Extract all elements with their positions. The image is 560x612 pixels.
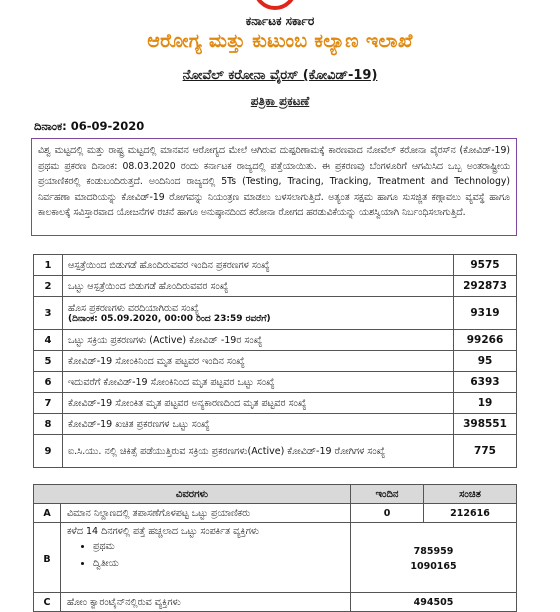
- column-header-today: ಇಂದಿನ: [351, 485, 424, 504]
- row-label: ಐ.ಸಿ.ಯು. ನಲ್ಲಿ ಚಿಕಿತ್ಸೆ ಪಡೆಯುತ್ತಿರುವ ಸಕ್ರಿಯ ಪ್ರಕರಣಗಳು(Active) ಕೋವಿಡ್-19 ರೋಗಿಗಳ ಸಂಖ್ಯೆ: [63, 435, 454, 468]
- row-label-cell: [61, 523, 351, 593]
- row-letter: C: [34, 593, 61, 612]
- row-label: ಹೊಸ ಪ್ರಕರಣಗಳು ವರದಿಯಾಗಿರುವ ಸಂಖ್ಯೆ: [68, 302, 199, 314]
- row-number: 7: [34, 393, 63, 414]
- table-row: [34, 593, 517, 612]
- table-row: [34, 351, 517, 372]
- row-today-value: 0: [351, 504, 424, 523]
- statistics-table: [33, 254, 517, 468]
- table-row: [34, 297, 517, 330]
- row-value: 9319: [454, 297, 517, 330]
- secondary-contacts-value: 1090165: [410, 561, 457, 572]
- primary-contacts-value: 785959: [413, 546, 454, 557]
- row-label: ಒಟ್ಟು ಸಕ್ರಿಯ ಪ್ರಕರಣಗಳು (Active) ಕೋವಿಡ್ -19ರ ಸಂಖ್ಯೆ: [63, 330, 454, 351]
- column-header-details: ವಿವರಗಳು: [34, 485, 351, 504]
- table-row: [34, 414, 517, 435]
- row-number: 8: [34, 414, 63, 435]
- row-label: ಕೋವಿಡ್-19 ಖಚಿತ ಪ್ರಕರಣಗಳ ಒಟ್ಟು ಸಂಖ್ಯೆ: [63, 414, 454, 435]
- row-value: 398551: [454, 414, 517, 435]
- table-row: [34, 523, 517, 593]
- row-value: 6393: [454, 372, 517, 393]
- contact-type-list: [67, 541, 344, 569]
- row-value: 292873: [454, 276, 517, 297]
- contacts-values-cell: [351, 523, 517, 593]
- column-header-cumulative: ಸಂಚಿತ: [424, 485, 517, 504]
- table-row: [34, 255, 517, 276]
- row-number: 1: [34, 255, 63, 276]
- row-number: 4: [34, 330, 63, 351]
- table-row: [34, 504, 517, 523]
- table-header-row: [34, 485, 517, 504]
- row-number: 9: [34, 435, 63, 468]
- row-number: 2: [34, 276, 63, 297]
- row-label-cell: [63, 297, 454, 330]
- row-letter: A: [34, 504, 61, 523]
- row-number: 5: [34, 351, 63, 372]
- row-number: 6: [34, 372, 63, 393]
- row-value: 95: [454, 351, 517, 372]
- row-value: 99266: [454, 330, 517, 351]
- government-title: ಕರ್ನಾಟಕ ಸರ್ಕಾರ: [245, 14, 315, 28]
- row-label: ಆಸ್ಪತ್ರೆಯಿಂದ ಬಿಡುಗಡೆ ಹೊಂದಿರುವವರ ಇಂದಿನ ಪ್ರಕರಣಗಳ ಸಂಖ್ಯೆ: [63, 255, 454, 276]
- row-label: ಇದುವರೆಗೆ ಕೋವಿಡ್-19 ಸೋಂಕಿನಿಂದ ಮೃತ ಪಟ್ಟವರ ಒಟ್ಟು ಸಂಖ್ಯೆ: [63, 372, 454, 393]
- subject-title: ನೋವೆಲ್ ಕರೋನಾ ವೈರಸ್ (ಕೋವಿಡ್-19): [182, 68, 378, 83]
- table-row: [34, 330, 517, 351]
- government-emblem-icon: [250, 0, 300, 12]
- table-row: [34, 393, 517, 414]
- summary-paragraph: ವಿಶ್ವ ಮಟ್ಟದಲ್ಲಿ ಮತ್ತು ರಾಷ್ಟ್ರ ಮಟ್ಟದಲ್ಲಿ ಮಾನವನ ಆರೋಗ್ಯದ ಮೇಲೆ ಆಗಿರುವ ದುಷ್ಪರಿಣಾಮಕ್ಕೆ ಕಾರಣವಾದ ನೋವೆಲ್ ಕರೋನಾ ವೈರಸ್‌ನ (ಕೋವಿಡ್-19) ಪ್ರಥಮ ಪ್ರಕರಣ ದಿನಾಂಕ: 08.03.2020 ರಂದು ಕರ್ನಾಟಕ ರಾಜ್ಯದಲ್ಲಿ ಪತ್ತೆಯಾಯಿತು. ಈ ಪ್ರಕರಣವು ಬೆಂಗಳೂರಿಗೆ ಆಗಮಿಸಿದ ಒಬ್ಬ ಅಂತರಾಷ್ಟ್ರೀಯ ಪ್ರಯಾಣಿಕರಲ್ಲಿ ಕಂಡುಬಂದಿರುತ್ತದೆ. ಅಂದಿನಿಂದ ರಾಜ್ಯದಲ್ಲಿ 5Ts (Testing, Tracing, Tracking, Treatment and Technology) ನಿರ್ವಹಣಾ ಮಾದರಿಯನ್ನು ಕೋವಿಡ್-19 ರೋಗವನ್ನು ನಿಯಂತ್ರಣ ಮಾಡಲು ಬಳಸಲಾಗುತ್ತಿದೆ. ಅತ್ಯಂತ ಸಕ್ಷಮ ಹಾಗೂ ಸುಸಜ್ಜಿತ ಕಣ್ಗಾವಲು ವ್ಯವಸ್ಥೆ ಹಾಗೂ ಕಾಲಕಾಲಕ್ಕೆ ಸವಿಸ್ತಾರವಾದ ಯೋಜನೆಗಳ ರಚನೆ ಹಾಗೂ ಅನುಷ್ಠಾನದಿಂದ ಕರೋನಾ ರೋಗದ ಹರಡುವಿಕೆಯನ್ನು ಯಶಸ್ವಿಯಾಗಿ ನಿರ್ಬಂಧಿಸಲಾಗುತ್ತಿದೆ.: [31, 138, 517, 236]
- table-row: [34, 435, 517, 468]
- surveillance-table: [33, 484, 517, 612]
- release-date: ದಿನಾಂಕ: 06-09-2020: [34, 119, 145, 133]
- row-sublabel: (ದಿನಾಂಕ: 05.09.2020, 00:00 ರಿಂದ 23:59 ರವರೆಗೆ): [68, 313, 271, 324]
- row-cumulative-value: 212616: [424, 504, 517, 523]
- row-number: 3: [34, 297, 63, 330]
- row-label: ಕಳೆದ 14 ದಿನಗಳಲ್ಲಿ ಪತ್ತೆ ಹಚ್ಚಲಾದ ಒಟ್ಟು ಸಂಪರ್ಕಿತ ವ್ಯಕ್ತಿಗಳು: [67, 526, 260, 537]
- row-label: ಕೋವಿಡ್-19 ಸೋಂಕಿತ ಮೃತ ಪಟ್ಟವರ ಅನ್ಯಕಾರಣದಿಂದ ಮೃತ ಪಟ್ಟವರ ಸಂಖ್ಯೆ: [63, 393, 454, 414]
- row-label: ಒಟ್ಟು ಆಸ್ಪತ್ರೆಯಿಂದ ಬಿಡುಗಡೆ ಹೊಂದಿರುವವರ ಸಂಖ್ಯೆ: [63, 276, 454, 297]
- row-letter: B: [34, 523, 61, 593]
- list-item-primary: • ಪ್ರಥಮ: [93, 541, 344, 552]
- row-label: ವಿಮಾನ ನಿಲ್ದಾಣದಲ್ಲಿ ತಪಾಸಣೆಗೊಳಪಟ್ಟ ಒಟ್ಟು ಪ್ರಯಾಣಿಕರು: [61, 504, 351, 523]
- row-value: 19: [454, 393, 517, 414]
- press-release-label: ಪತ್ರಿಕಾ ಪ್ರಕಟಣೆ: [250, 94, 310, 108]
- row-value: 9575: [454, 255, 517, 276]
- list-item-secondary: • ದ್ವಿತೀಯ: [93, 558, 344, 569]
- row-label: ಹೋಂ ಕ್ವಾರಂಟೈನ್‌ನಲ್ಲಿರುವ ವ್ಯಕ್ತಿಗಳು: [61, 593, 351, 612]
- table-row: [34, 372, 517, 393]
- department-title: ಆರೋಗ್ಯ ಮತ್ತು ಕುಟುಂಬ ಕಲ್ಯಾಣ ಇಲಾಖೆ: [147, 30, 413, 52]
- row-value: 494505: [351, 593, 517, 612]
- table-row: [34, 276, 517, 297]
- row-value: 775: [454, 435, 517, 468]
- row-label: ಕೋವಿಡ್-19 ಸೋಂಕಿನಿಂದ ಮೃತ ಪಟ್ಟವರ ಇಂದಿನ ಸಂಖ್ಯೆ: [63, 351, 454, 372]
